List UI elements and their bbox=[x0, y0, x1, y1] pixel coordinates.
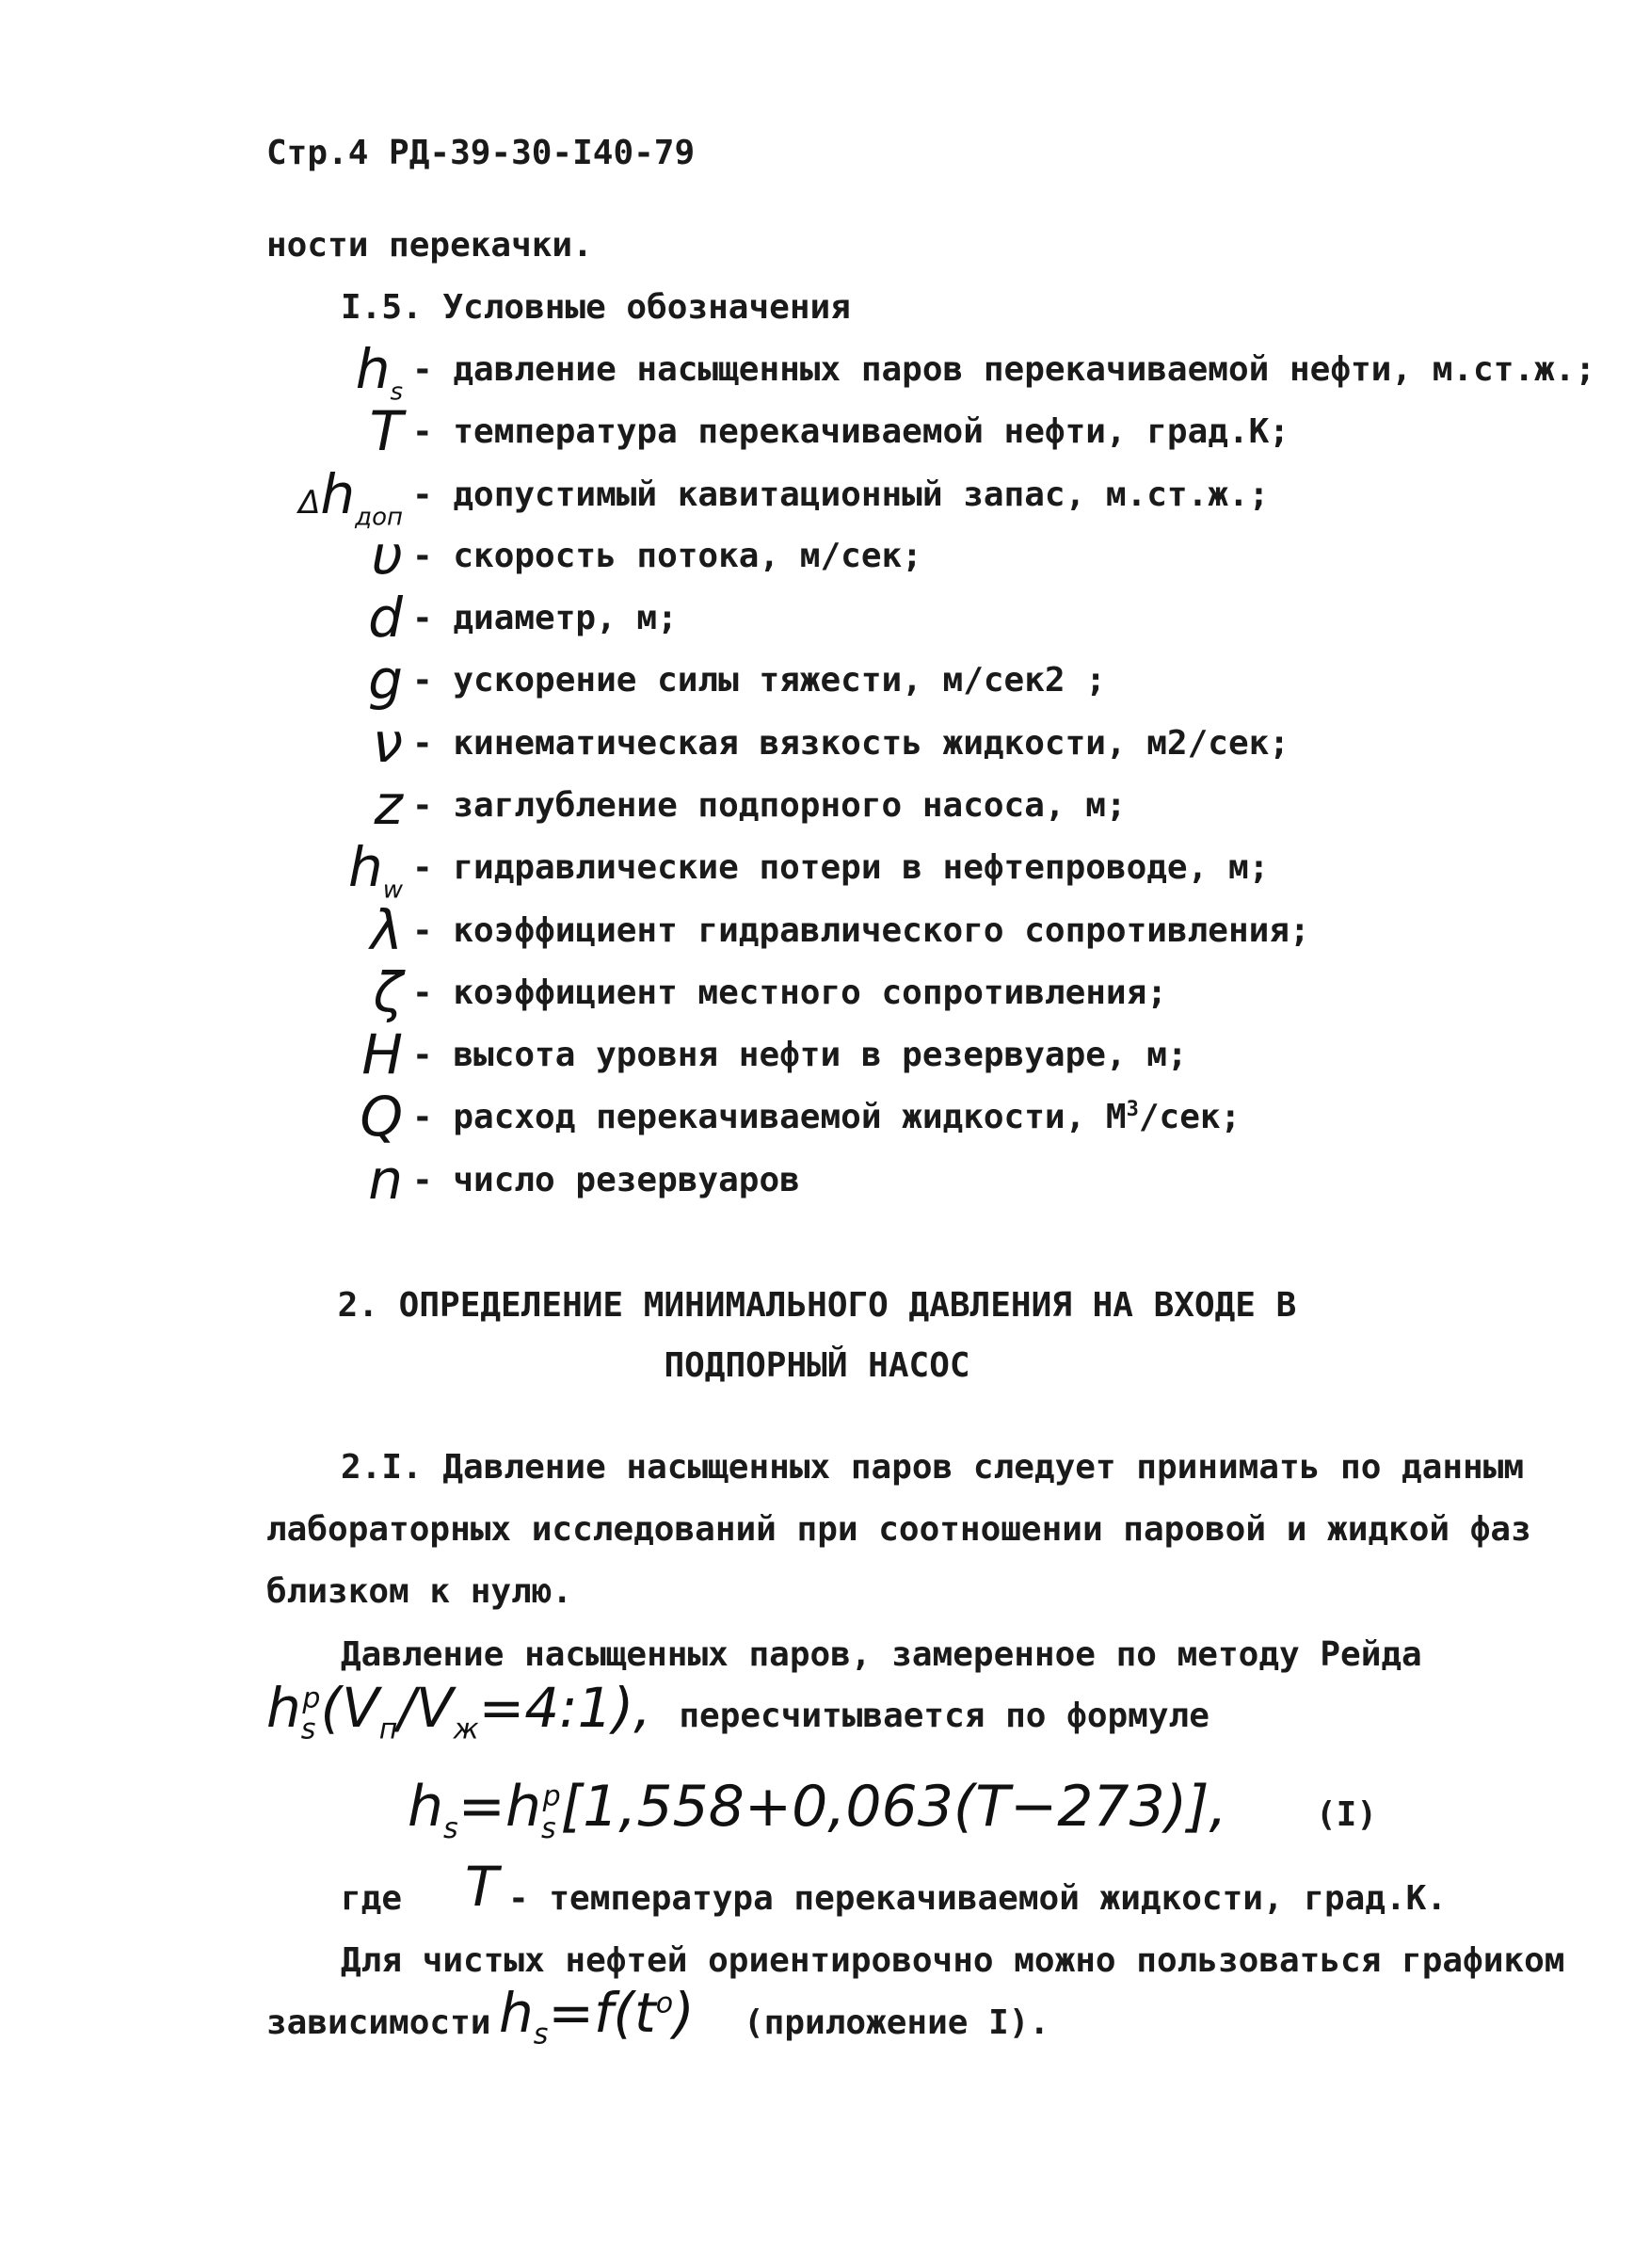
symbol-T-where: T bbox=[465, 1855, 499, 1919]
definition-T: - температура перекачиваемой нефти, град.К; bbox=[412, 412, 1290, 451]
symbol-d: d bbox=[368, 586, 403, 650]
symbol-T: T bbox=[369, 399, 403, 463]
continuation-text: ности перекачки. bbox=[266, 226, 593, 265]
symbol-hs: $h_s$ bbox=[355, 337, 403, 407]
definition-H: - высота уровня нефти в резервуаре, м; bbox=[412, 1036, 1188, 1074]
definition-hw: - гидравлические потери в нефтепроводе, м; bbox=[412, 848, 1270, 887]
section-2-heading-line-1: 2. ОПРЕДЕЛЕНИЕ МИНИМАЛЬНОГО ДАВЛЕНИЯ НА ВХОДЕ В bbox=[337, 1286, 1297, 1325]
symbol-hw: $h_w$ bbox=[347, 835, 403, 905]
clean-oils-line-1: Для чистых нефтей ориентировочно можно пользоваться графиком bbox=[341, 1941, 1565, 1980]
paragraph-2-1-line-3: близком к нулю. bbox=[266, 1572, 573, 1611]
definition-lambda: - коэффициент гидравлического сопротивления; bbox=[412, 911, 1310, 950]
symbol-g: g bbox=[368, 648, 403, 712]
reid-recalculated-text: пересчитывается по формуле bbox=[679, 1697, 1209, 1735]
definition-d: - диаметр, м; bbox=[412, 599, 678, 637]
formula-1: $h_s=h_s^p[1,558+0,063(T-273)]$, bbox=[408, 1774, 1227, 1845]
symbol-lambda: λ bbox=[370, 898, 403, 962]
appendix-reference: (приложение I). bbox=[744, 2003, 1050, 2042]
symbol-n: n bbox=[368, 1148, 403, 1212]
definition-delta-h-dop: - допустимый кавитационный запас, м.ст.ж.; bbox=[412, 475, 1270, 514]
definition-Q bbox=[412, 1098, 1241, 1136]
reid-pressure-expression: $h_s^p(V_п/V_ж=4:1)$, bbox=[266, 1676, 651, 1746]
formula-number: (I) bbox=[1316, 1795, 1378, 1834]
definition-Q-sup: 3 bbox=[1126, 1098, 1139, 1121]
definition-n: - число резервуаров bbox=[412, 1161, 800, 1199]
reid-formula-line bbox=[266, 1676, 1209, 1746]
definition-zeta: - коэффициент местного сопротивления; bbox=[412, 973, 1167, 1012]
dependence-formula: $h_s=f(t^o)$ bbox=[499, 1981, 695, 2051]
symbol-Q: Q bbox=[360, 1085, 403, 1149]
definition-Q-text: - расход перекачиваемой жидкости, М bbox=[412, 1098, 1127, 1136]
page-header: Стр.4 РД-39-30-I40-79 bbox=[266, 134, 696, 172]
symbol-zeta: ζ bbox=[373, 960, 403, 1024]
definition-Q-tail: /сек; bbox=[1138, 1098, 1242, 1136]
symbol-nu: ν bbox=[372, 711, 403, 775]
dependence-label: зависимости bbox=[266, 2003, 491, 2042]
paragraph-2-1-line-1: 2.I. Давление насыщенных паров следует принимать по данным bbox=[341, 1448, 1525, 1487]
definition-hs: - давление насыщенных паров перекачиваемой нефти, м.ст.ж.; bbox=[412, 350, 1596, 389]
symbol-z: z bbox=[374, 773, 403, 837]
symbol-delta-h-dop: $\Delta h_{доп}$ bbox=[298, 462, 403, 532]
where-definition: - температура перекачиваемой жидкости, град.К. bbox=[508, 1879, 1447, 1918]
symbol-v: υ bbox=[371, 523, 403, 587]
definition-v: - скорость потока, м/сек; bbox=[412, 537, 922, 575]
symbol-H: H bbox=[361, 1022, 403, 1086]
definition-g: - ускорение силы тяжести, м/сек2 ; bbox=[412, 661, 1106, 700]
section-2-heading-line-2: ПОДПОРНЫЙ НАСОС bbox=[664, 1346, 970, 1385]
reid-paragraph-line-1: Давление насыщенных паров, замеренное по методу Рейда bbox=[341, 1635, 1422, 1674]
definition-nu: - кинематическая вязкость жидкости, м2/сек; bbox=[412, 724, 1290, 763]
where-label: где bbox=[341, 1879, 403, 1918]
definition-z: - заглубление подпорного насоса, м; bbox=[412, 786, 1127, 825]
paragraph-2-1-line-2: лабораторных исследований при соотношении паровой и жидкой фаз bbox=[266, 1510, 1531, 1549]
section-title: I.5. Условные обозначения bbox=[341, 288, 851, 327]
